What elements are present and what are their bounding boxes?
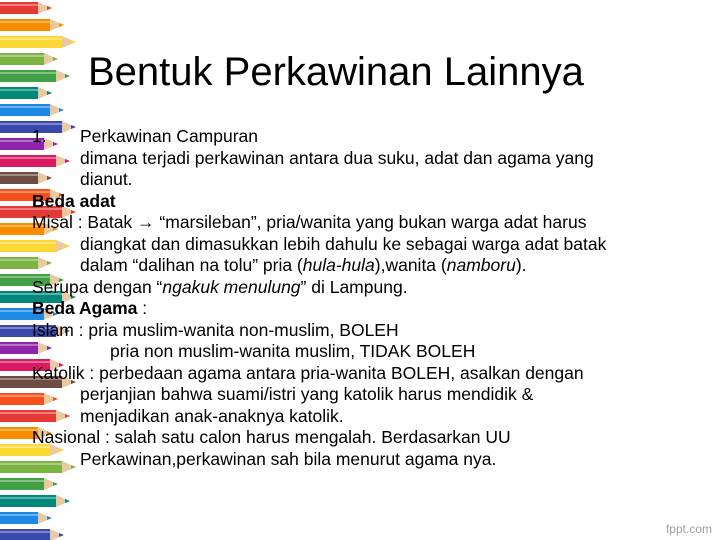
text-run: Misal : Batak [32, 212, 138, 232]
bold-text: Beda Agama [32, 298, 138, 318]
text-line: perjanjian bahwa suami/istri yang katolik harus mendidik & [80, 384, 534, 404]
pencil-icon [0, 529, 64, 540]
text-run: : [137, 298, 148, 318]
section-heading-beda-agama [32, 298, 692, 320]
list-number: 1. [32, 126, 47, 146]
text-line: Katolik : perbedaan agama antara pria-wanita BOLEH, asalkan dengan [32, 362, 584, 383]
arrow-right-icon: → [137, 212, 155, 232]
italic-text: ngakuk menulung [162, 276, 301, 297]
text-run: ” di Lampung. [300, 276, 408, 297]
pencil-icon [0, 87, 52, 99]
list-heading: Perkawinan Campuran [80, 126, 259, 146]
slide-body [32, 126, 692, 470]
text-line: menjadikan anak-anaknya katolik. [80, 405, 344, 426]
text-line [32, 212, 692, 234]
text-run: Serupa dengan “ [32, 276, 163, 297]
text-run: ),wanita ( [374, 255, 447, 275]
bold-text: Beda adat [32, 190, 116, 211]
italic-text: hula-hula [302, 255, 375, 275]
pencil-icon [0, 512, 52, 524]
text-line: diangkat dan dimasukkan lebih dahulu ke sebagai warga adat batak [80, 233, 607, 254]
italic-text: namboru [446, 255, 516, 275]
watermark: fppt.com [665, 522, 712, 536]
text-line [32, 277, 692, 299]
pencil-icon [0, 104, 64, 116]
pencil-icon [0, 36, 76, 48]
text-line [32, 255, 692, 277]
list-item-1 [32, 126, 692, 148]
pencil-icon [0, 2, 52, 14]
pencil-icon [0, 19, 64, 31]
text-line: Nasional : salah satu calon harus mengalah. Berdasarkan UU [32, 427, 511, 447]
text-line: dianut. [80, 169, 133, 189]
text-run: ). [515, 255, 527, 275]
text-line: pria non muslim-wanita muslim, TIDAK BOLEH [110, 341, 476, 361]
pencil-icon [0, 70, 70, 82]
text-run: dalam “dalihan na tolu” pria ( [80, 255, 303, 275]
slide-title: Bentuk Perkawinan Lainnya [88, 50, 584, 94]
text-line: dimana terjadi perkawinan antara dua suku, adat dan agama yang [80, 147, 594, 168]
pencil-icon [0, 478, 58, 490]
pencil-icon [0, 53, 58, 65]
text-line: Islam : pria muslim-wanita non-muslim, BOLEH [32, 319, 399, 340]
text-line: Perkawinan,perkawinan sah bila menurut agama nya. [80, 448, 497, 469]
text-run: “marsileban”, pria/wanita yang bukan warga adat harus [154, 212, 587, 232]
pencil-icon [0, 495, 70, 507]
section-heading-beda-adat [32, 191, 692, 213]
